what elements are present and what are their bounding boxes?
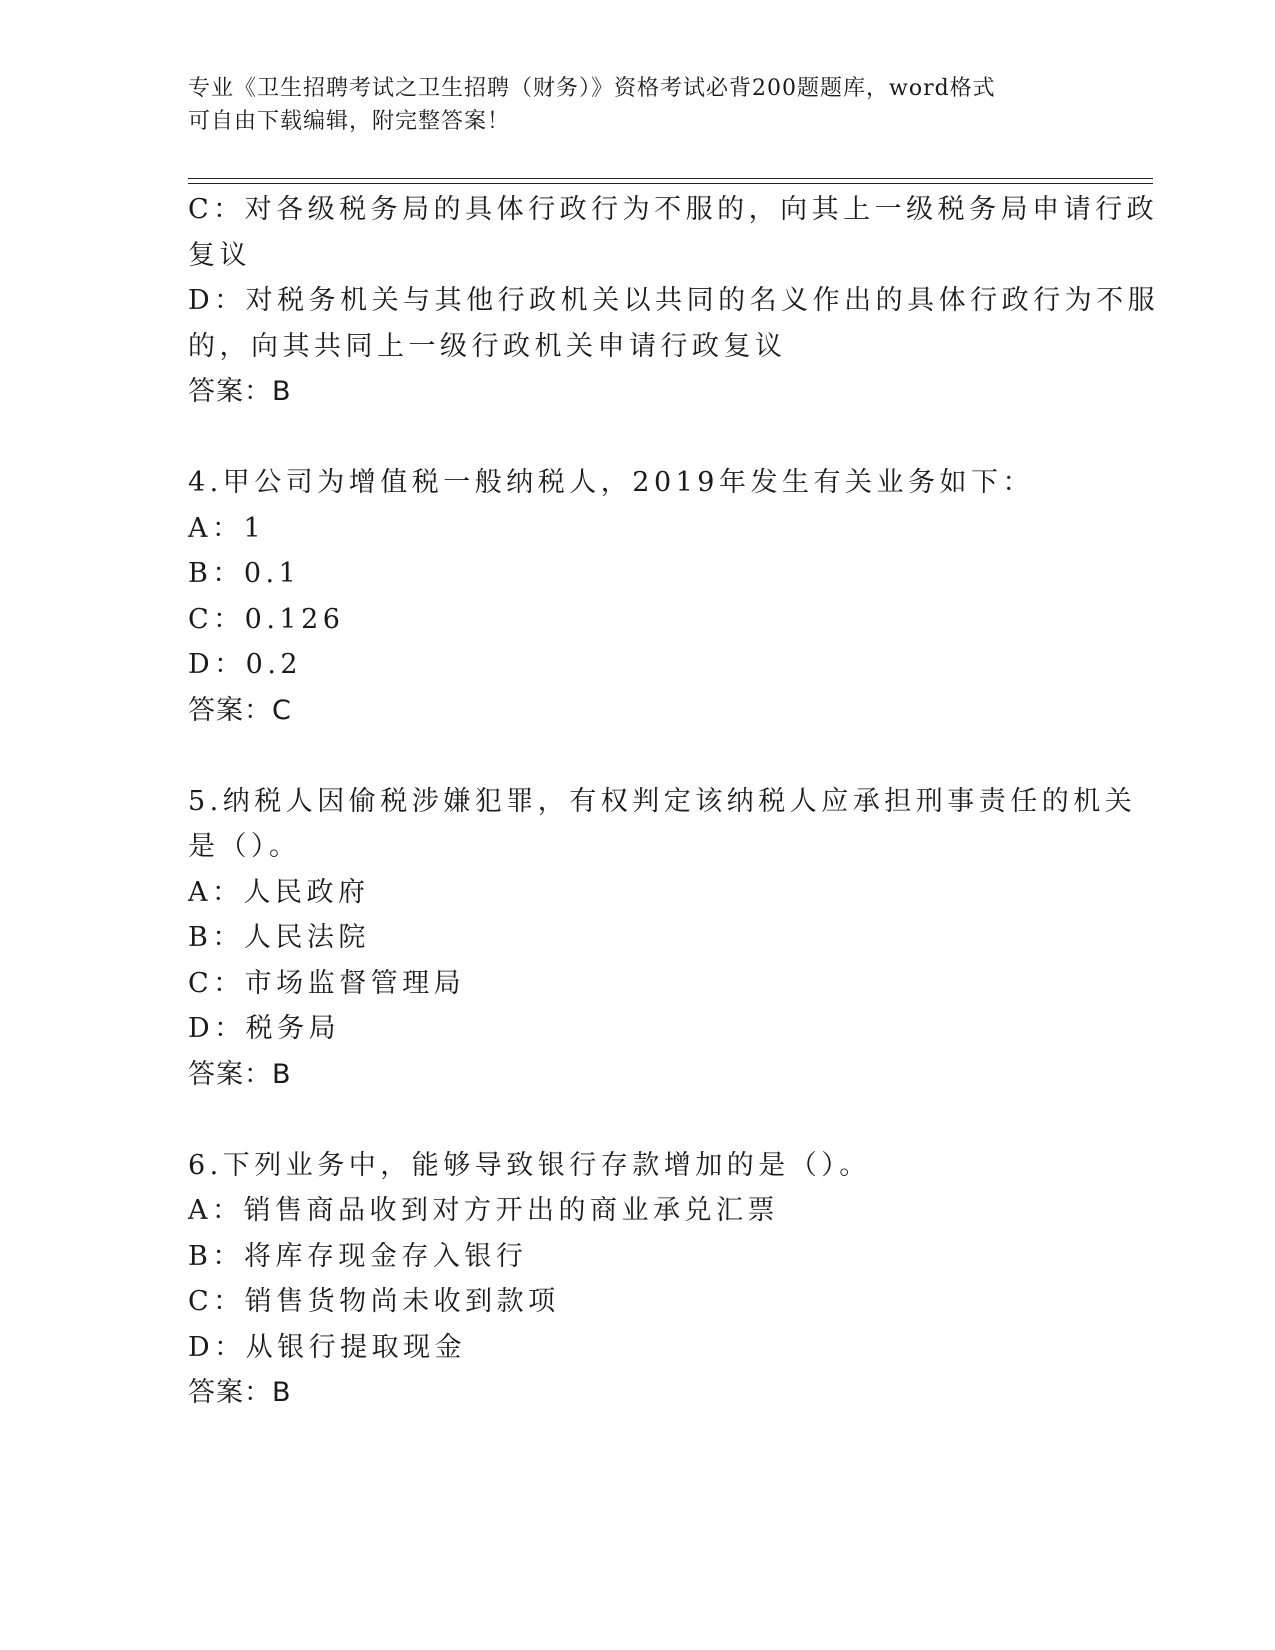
header-line-1: 专业《卫生招聘考试之卫生招聘（财务）》资格考试必背200题题库，word格式 — [188, 76, 996, 101]
question-text: 6.下列业务中，能够导致银行存款增加的是（）。 — [188, 1149, 871, 1181]
option-d: D：0.2 — [188, 649, 303, 680]
question-text-line-1: 5.纳税人因偷税涉嫌犯罪，有权判定该纳税人应承担刑事责任的机关 — [188, 785, 1137, 817]
option-b: B：人民法院 — [188, 922, 370, 953]
question-5 — [188, 779, 1137, 1098]
question-3-continued — [188, 187, 1160, 415]
option-b: B：将库存现金存入银行 — [188, 1240, 528, 1272]
option-d-line-1: D：对税务机关与其他行政机关以共同的名义作出的具体行政行为不服 — [188, 285, 1160, 316]
spacer — [188, 415, 1088, 461]
option-c-line-1: C：对各级税务局的具体行政行为不服的，向其上一级税务局申请行政 — [188, 194, 1159, 225]
document-header — [188, 72, 1068, 138]
option-d: D：从银行提取现金 — [188, 1331, 467, 1363]
question-content — [188, 187, 1160, 1416]
spacer — [188, 733, 1088, 779]
header-line-2: 可自由下载编辑，附完整答案！ — [188, 109, 511, 134]
header-divider-bottom — [188, 183, 1153, 184]
option-d: D：税务局 — [188, 1013, 341, 1044]
question-text-line-2: 是（）。 — [188, 831, 301, 862]
question-6 — [188, 1143, 1088, 1416]
answer: 答案：C — [188, 694, 292, 726]
option-c: C：销售货物尚未收到款项 — [188, 1286, 560, 1317]
option-d-line-2: 的，向其共同上一级行政机关申请行政复议 — [188, 330, 787, 362]
option-a: A：人民政府 — [188, 876, 370, 908]
answer: 答案：B — [188, 1377, 292, 1408]
option-a: A：1 — [188, 512, 266, 544]
option-b: B：0.1 — [188, 558, 301, 589]
option-c: C：市场监督管理局 — [188, 967, 466, 999]
option-c: C：0.126 — [188, 603, 345, 635]
option-a: A：销售商品收到对方开出的商业承兑汇票 — [188, 1195, 779, 1226]
spacer — [188, 1097, 1088, 1143]
question-text: 4.甲公司为增值税一般纳税人，2019年发生有关业务如下： — [188, 467, 1034, 498]
header-divider-top — [188, 178, 1153, 179]
answer: 答案：B — [188, 376, 292, 407]
answer: 答案：B — [188, 1058, 292, 1090]
question-4 — [188, 460, 1088, 733]
option-c-line-2: 复议 — [188, 239, 251, 271]
